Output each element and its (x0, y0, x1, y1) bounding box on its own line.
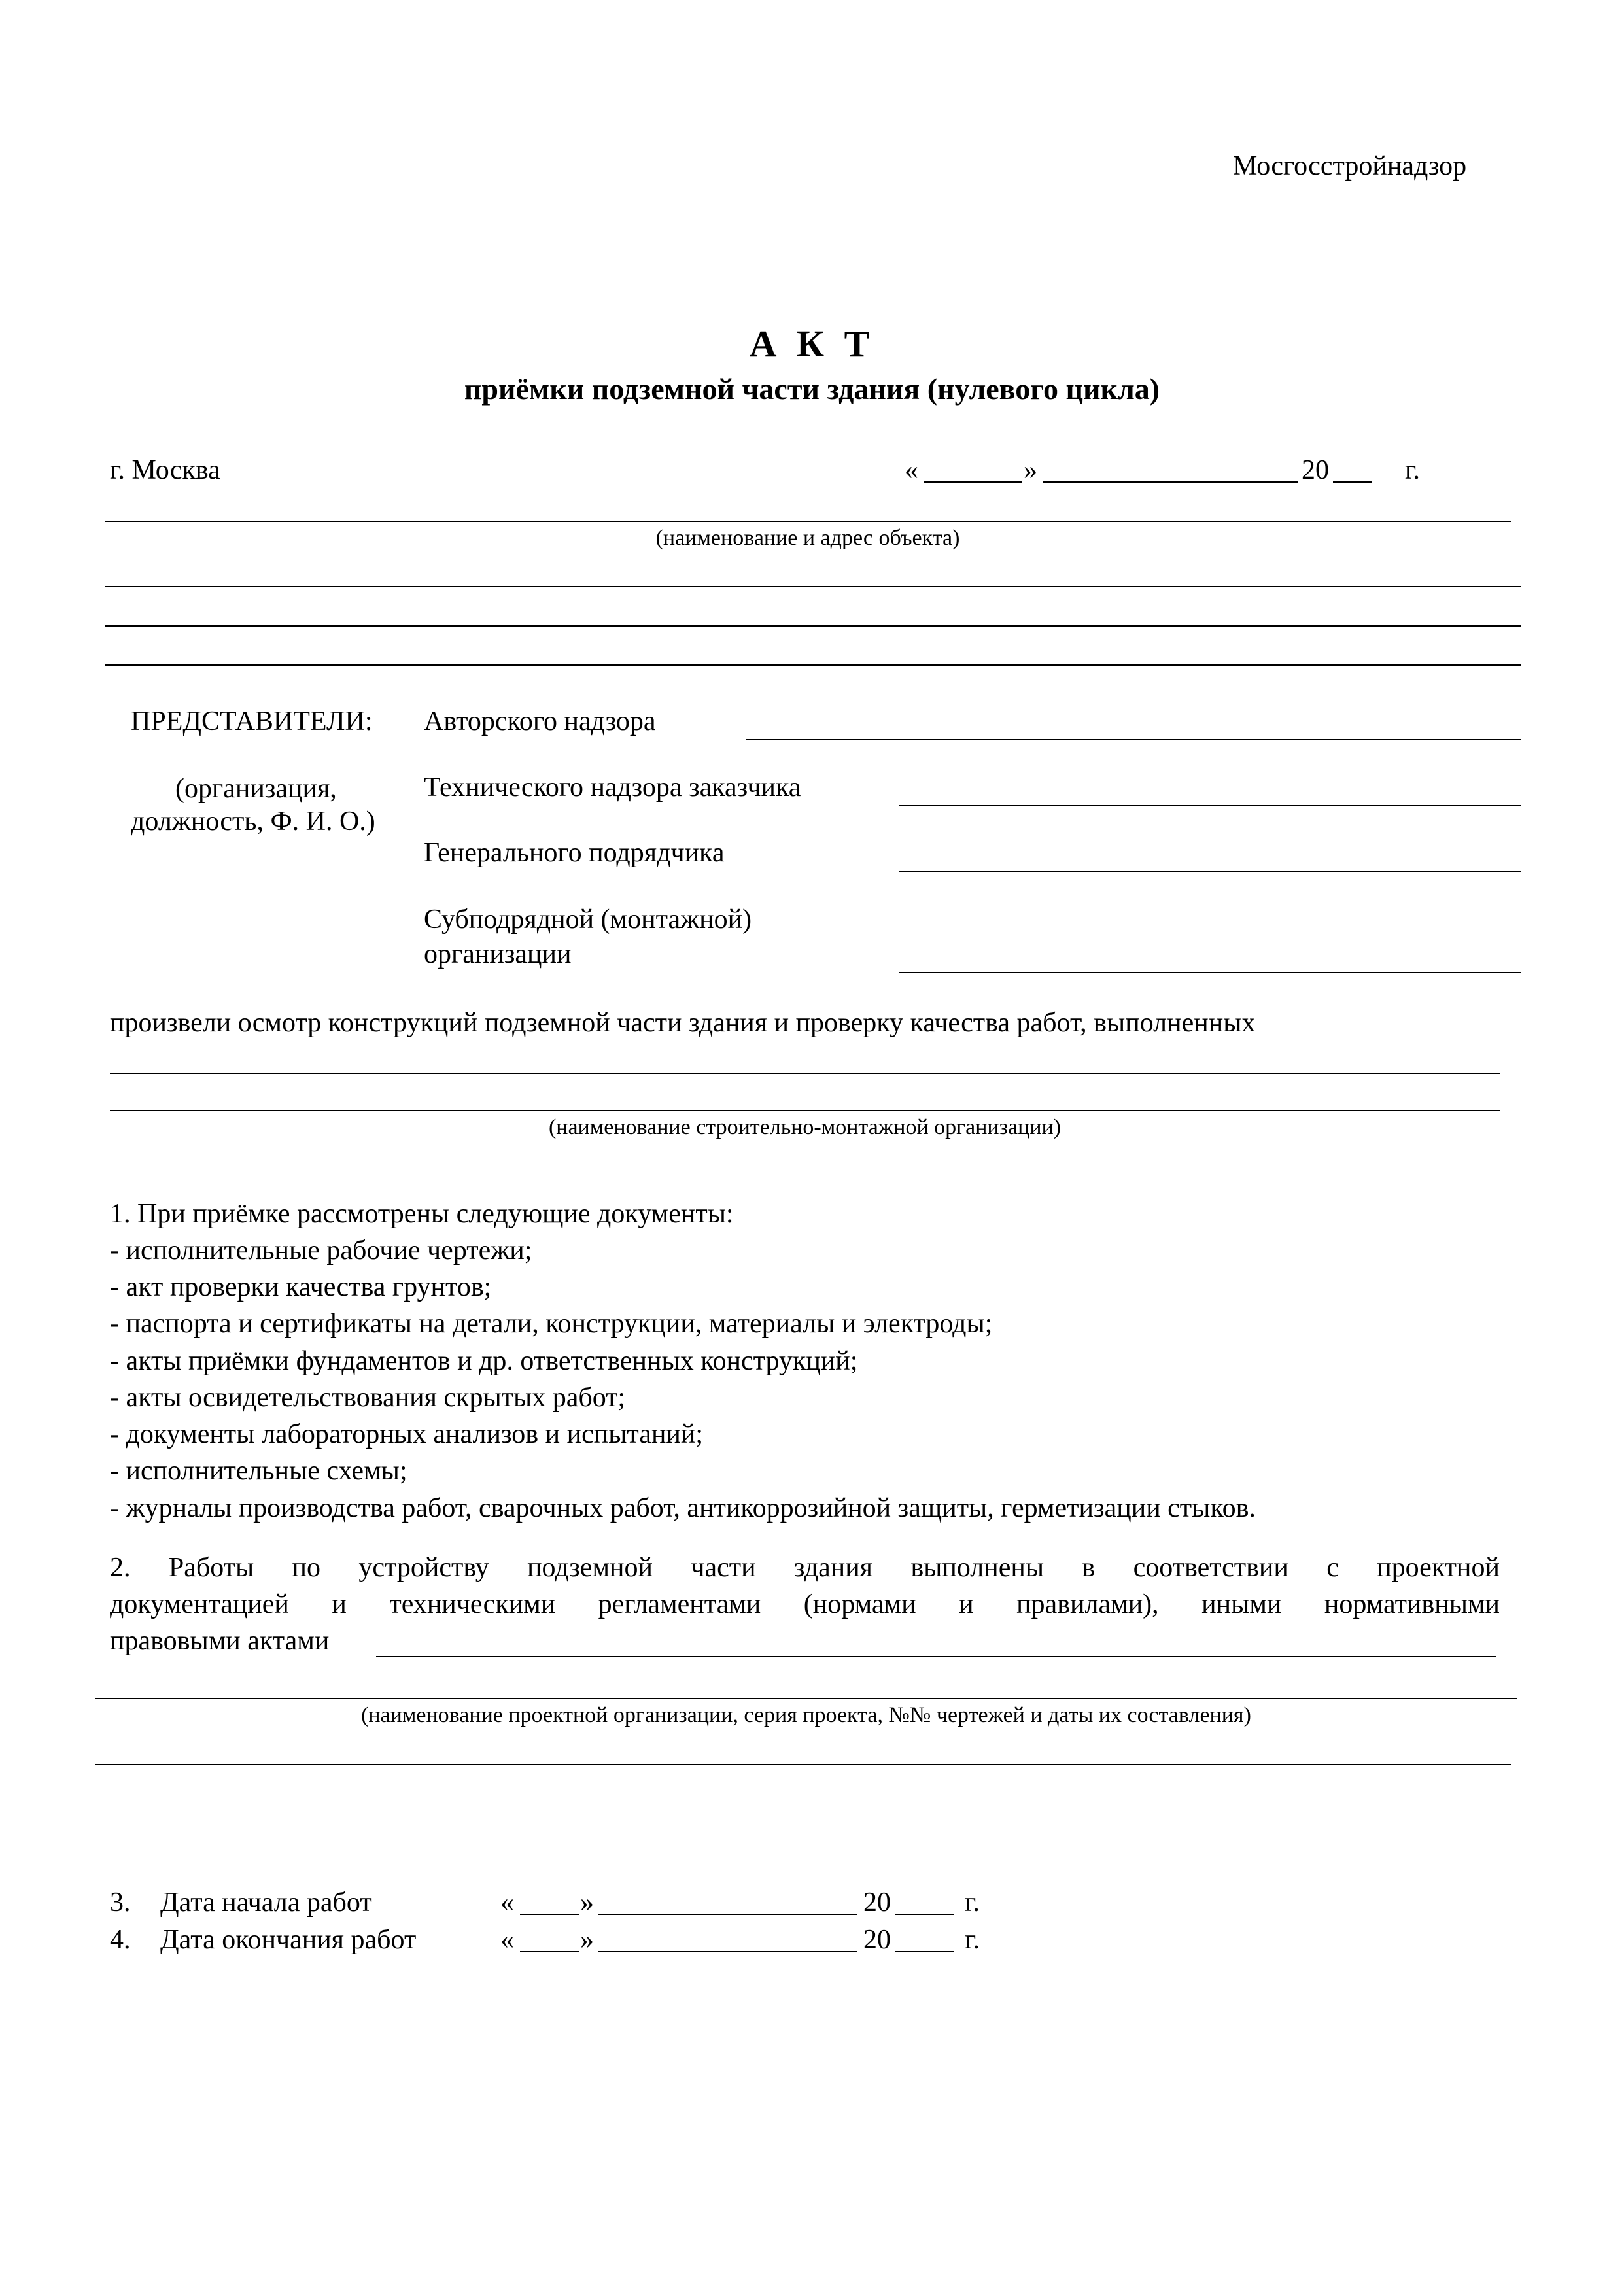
section1-item: - документы лабораторных анализов и испытаний; (110, 1419, 704, 1449)
start-date-quote-open: « (500, 1888, 514, 1918)
start-date-number: 3. (110, 1888, 131, 1918)
object-address-line-3[interactable] (105, 664, 1521, 666)
subcontractor-field[interactable] (899, 972, 1521, 973)
document-title: А К Т (749, 322, 875, 365)
section2-line-3: правовыми актами (110, 1626, 330, 1656)
representatives-heading: ПРЕДСТАВИТЕЛИ: (131, 706, 373, 736)
end-date-month-field[interactable] (598, 1951, 857, 1952)
contractor-caption: (наименование строительно-монтажной организации) (548, 1115, 1062, 1139)
section1-item: - исполнительные схемы; (110, 1456, 407, 1486)
date-quote-close: » (1024, 455, 1037, 485)
role-subcontractor-2: организации (424, 939, 572, 969)
contractor-name-line-1[interactable] (110, 1073, 1500, 1074)
start-date-month-field[interactable] (598, 1914, 857, 1915)
start-date-year-field[interactable] (895, 1914, 954, 1915)
city: г. Москва (110, 455, 220, 485)
end-date-number: 4. (110, 1925, 131, 1955)
section1-item: - акты освидетельствования скрытых работ; (110, 1383, 626, 1413)
end-date-quote-close: » (580, 1925, 594, 1955)
end-date-century: 20 (863, 1925, 891, 1955)
end-date-quote-open: « (500, 1925, 514, 1955)
date-month-field[interactable] (1043, 481, 1298, 483)
start-date-quote-close: » (580, 1888, 594, 1918)
section1-item: - журналы производства работ, сварочных работ, антикоррозийной защиты, герметизации стыков. (110, 1493, 1256, 1523)
end-date-suffix: г. (965, 1925, 980, 1955)
role-general-contractor: Генерального подрядчика (424, 838, 725, 868)
role-subcontractor-1: Субподрядной (монтажной) (424, 905, 752, 935)
end-date-year-field[interactable] (895, 1951, 954, 1952)
section2-line-2: документацией и техническими регламентами (нормами и правилами), иными нормативными (110, 1589, 1500, 1619)
date-year-field[interactable] (1333, 481, 1372, 483)
start-date-label: Дата начала работ (160, 1888, 372, 1918)
project-org-caption: (наименование проектной организации, серия проекта, №№ чертежей и даты их составления) (361, 1703, 1251, 1727)
start-date-suffix: г. (965, 1888, 980, 1918)
section1-item: - исполнительные рабочие чертежи; (110, 1235, 532, 1266)
section1-item: - акт проверки качества грунтов; (110, 1272, 492, 1302)
end-date-day-field[interactable] (520, 1951, 579, 1952)
document-subtitle: приёмки подземной части здания (нулевого цикла) (464, 372, 1160, 406)
object-name-field[interactable] (105, 521, 1511, 522)
object-address-line-2[interactable] (105, 625, 1521, 627)
section1-item: - паспорта и сертификаты на детали, конструкции, материалы и электроды; (110, 1309, 993, 1339)
technical-supervision-field[interactable] (899, 805, 1521, 806)
start-date-century: 20 (863, 1888, 891, 1918)
end-date-label: Дата окончания работ (160, 1925, 417, 1955)
general-contractor-field[interactable] (899, 871, 1521, 872)
date-quote-open: « (905, 455, 918, 485)
object-caption: (наименование и адрес объекта) (655, 526, 960, 550)
contractor-name-line-2[interactable] (110, 1110, 1500, 1111)
project-org-line-1[interactable] (95, 1698, 1517, 1699)
object-address-line-1[interactable] (105, 586, 1521, 587)
regulations-field[interactable] (376, 1656, 1496, 1657)
inspection-text: произвели осмотр конструкций подземной части здания и проверку качества работ, выполненных (110, 1008, 1256, 1038)
representatives-note-1: (организация, (175, 774, 337, 804)
representatives-note-2: должность, Ф. И. О.) (131, 806, 375, 837)
section1-heading: 1. При приёмке рассмотрены следующие документы: (110, 1199, 734, 1229)
author-supervision-field[interactable] (746, 739, 1521, 740)
date-day-field[interactable] (924, 481, 1022, 483)
agency-name: Мосгосстройнадзор (1233, 151, 1467, 181)
start-date-day-field[interactable] (520, 1914, 579, 1915)
role-author-supervision: Авторского надзора (424, 706, 656, 736)
section2-line-1: 2. Работы по устройству подземной части здания выполнены в соответствии с проектной (110, 1553, 1500, 1583)
date-century: 20 (1302, 455, 1329, 485)
role-technical-supervision: Технического надзора заказчика (424, 772, 801, 802)
project-org-line-2[interactable] (95, 1764, 1511, 1765)
section1-item: - акты приёмки фундаментов и др. ответственных конструкций; (110, 1346, 858, 1376)
date-year-suffix: г. (1405, 455, 1420, 485)
